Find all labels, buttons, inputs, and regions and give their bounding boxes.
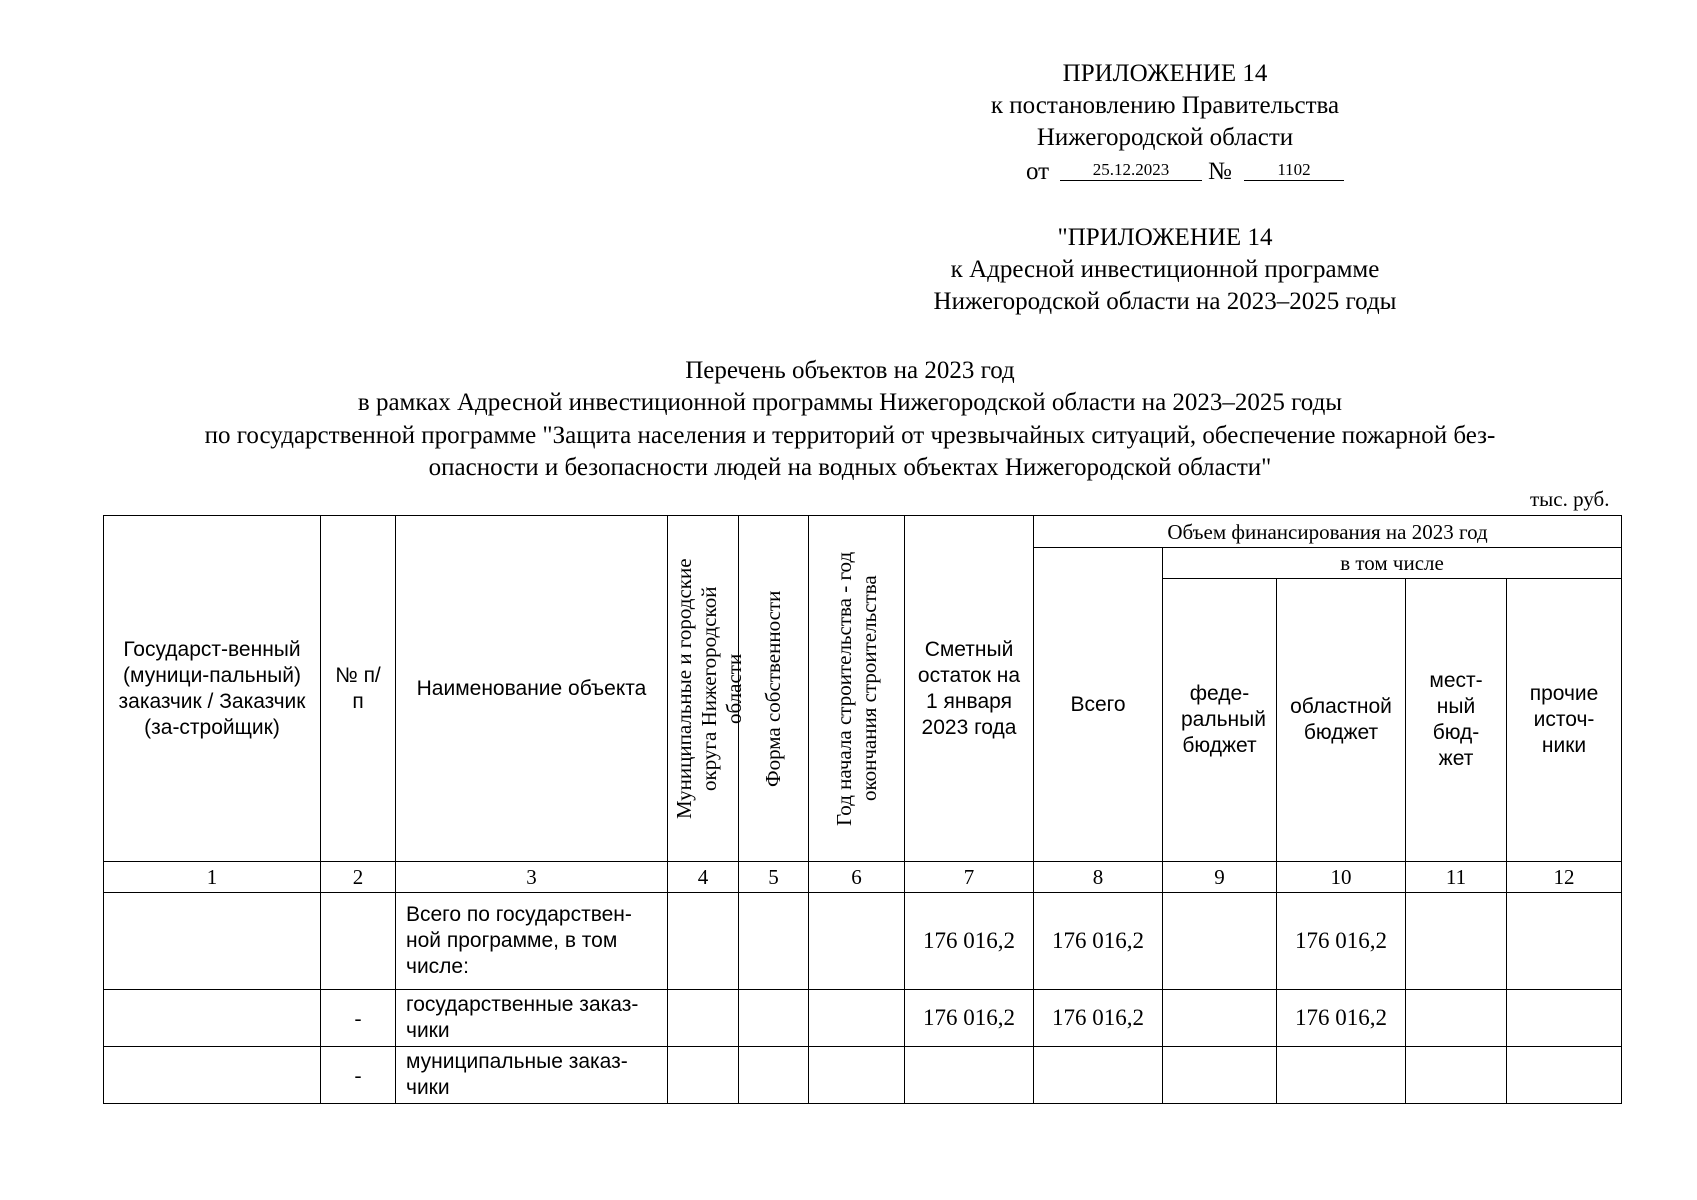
header-years: Год начала строительства - год окончания строительства [809, 516, 905, 862]
cell-number: - [321, 1047, 396, 1104]
cell-local [1406, 1047, 1507, 1104]
column-number-row [104, 862, 1622, 893]
header-districts: Муниципальные и городские округа Нижегородской области [668, 516, 739, 862]
col-num-4: 4 [668, 862, 739, 893]
header-regional: областной бюджет [1277, 579, 1406, 862]
cell-remaining: 176 016,2 [905, 990, 1034, 1047]
cell-local [1406, 893, 1507, 990]
cell-object-name: государственные заказ-чики [396, 990, 668, 1047]
col-num-11: 11 [1406, 862, 1507, 893]
col-num-6: 6 [809, 862, 905, 893]
cell-remaining: 176 016,2 [905, 893, 1034, 990]
cell-remaining [905, 1047, 1034, 1104]
col-num-10: 10 [1277, 862, 1406, 893]
col-num-3: 3 [396, 862, 668, 893]
cell-district [668, 1047, 739, 1104]
cell-years [809, 1047, 905, 1104]
header-financing-group: Объем финансирования на 2023 год [1034, 516, 1622, 548]
cell-years [809, 990, 905, 1047]
cell-customer [104, 1047, 321, 1104]
cell-number: - [321, 990, 396, 1047]
objects-table [103, 515, 1622, 1104]
cell-object-name: муниципальные заказ-чики [396, 1047, 668, 1104]
date-value: 25.12.2023 [1060, 160, 1202, 181]
cell-object-name: Всего по государствен-ной программе, в том числе: [396, 893, 668, 990]
cell-total: 176 016,2 [1034, 893, 1163, 990]
table-row [104, 1047, 1622, 1104]
header-row-1 [104, 516, 1622, 548]
doc-title-line-4: опасности и безопасности людей на водных объектах Нижегородской области" [428, 454, 1272, 481]
col-num-1: 1 [104, 862, 321, 893]
header-federal: феде-ральный бюджет [1163, 579, 1277, 862]
col-num-9: 9 [1163, 862, 1277, 893]
header-customer: Государст-венный (муници-пальный) заказчик / Заказчик (за-стройщик) [104, 516, 321, 862]
number-value: 1102 [1244, 160, 1344, 181]
doc-title-line-3: по государственной программе "Защита населения и территорий от чрезвычайных ситуаций, обеспечение пожарной без- [204, 422, 1496, 449]
appendix-line-resolution: к постановлению Правительства [990, 92, 1340, 119]
date-prefix: от [1026, 158, 1050, 185]
header-including: в том числе [1163, 548, 1622, 579]
cell-federal [1163, 1047, 1277, 1104]
cell-local [1406, 990, 1507, 1047]
col-num-2: 2 [321, 862, 396, 893]
header-number: № п/п [321, 516, 396, 862]
cell-customer [104, 990, 321, 1047]
cell-district [668, 893, 739, 990]
table-row [104, 990, 1622, 1047]
cell-regional: 176 016,2 [1277, 893, 1406, 990]
header-total: Всего [1034, 548, 1163, 862]
header-other: прочие источ-ники [1507, 579, 1622, 862]
cell-total [1034, 1047, 1163, 1104]
units-label: тыс. руб. [1530, 487, 1610, 511]
cell-other [1507, 990, 1622, 1047]
cell-number [321, 893, 396, 990]
col-num-7: 7 [905, 862, 1034, 893]
table-row [104, 893, 1622, 990]
cell-ownership [739, 893, 809, 990]
appendix-date-line [1026, 156, 1346, 190]
doc-title-line-2: в рамках Адресной инвестиционной программы Нижегородской области на 2023–2025 годы [357, 389, 1343, 416]
header-ownership: Форма собственности [739, 516, 809, 862]
cell-regional: 176 016,2 [1277, 990, 1406, 1047]
cell-customer [104, 893, 321, 990]
header-object-name: Наименование объекта [396, 516, 668, 862]
cell-years [809, 893, 905, 990]
sub-appendix-line-region: Нижегородской области на 2023–2025 годы [933, 288, 1397, 315]
sub-appendix-title: "ПРИЛОЖЕНИЕ 14 [1057, 224, 1273, 251]
col-num-12: 12 [1507, 862, 1622, 893]
appendix-title: ПРИЛОЖЕНИЕ 14 [1062, 60, 1268, 87]
cell-ownership [739, 1047, 809, 1104]
header-local: мест-ный бюд-жет [1406, 579, 1507, 862]
cell-district [668, 990, 739, 1047]
number-sign: № [1208, 158, 1232, 185]
doc-title-line-1: Перечень объектов на 2023 год [685, 357, 1015, 384]
appendix-line-region: Нижегородской области [1036, 124, 1294, 151]
cell-total: 176 016,2 [1034, 990, 1163, 1047]
cell-other [1507, 1047, 1622, 1104]
cell-ownership [739, 990, 809, 1047]
cell-regional [1277, 1047, 1406, 1104]
cell-federal [1163, 893, 1277, 990]
cell-other [1507, 893, 1622, 990]
sub-appendix-line-program: к Адресной инвестиционной программе [950, 256, 1380, 283]
cell-federal [1163, 990, 1277, 1047]
col-num-5: 5 [739, 862, 809, 893]
col-num-8: 8 [1034, 862, 1163, 893]
header-remaining: Сметный остаток на 1 января 2023 года [905, 516, 1034, 862]
